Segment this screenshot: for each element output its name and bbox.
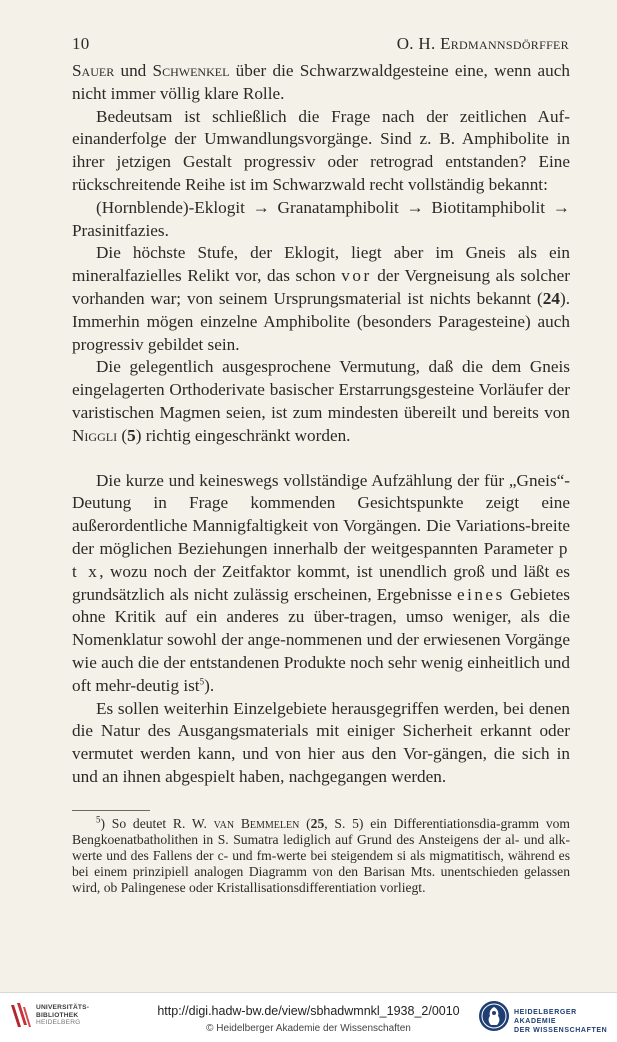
academy-seal-icon[interactable] <box>478 1000 510 1032</box>
reference-5: 5 <box>127 425 136 445</box>
footnote <box>72 816 570 896</box>
viewer-footer <box>0 992 617 1042</box>
author-van-bemmelen: van Bemmelen <box>213 816 300 831</box>
author-sauer: Sauer <box>72 61 115 80</box>
paragraph-3-series: (Hornblende)-Eklogit → Granatamphibolit → Biotitamphibolit → Prasinitfazies. <box>72 197 570 240</box>
emphasis-ptx: p t x <box>72 538 570 581</box>
section-gap <box>72 448 570 470</box>
permalink-url[interactable]: http://digi.hadw-bw.de/view/sbhadwmnkl_1938_2/0010 <box>157 1004 460 1018</box>
copyright-notice: © Heidelberger Akademie der Wissenschaften <box>206 1023 411 1034</box>
paragraph-2: Bedeutsam ist schließlich die Frage nach der zeitlichen Auf-einanderfolge der Umwandlungsvorgänge. Sind z. B. Amphibolite in ihrer jetzigen Gestalt progressiv oder retrograd entstanden? Eine rückschreitende Reihe ist im Schwarzwald recht vollständig bekannt: <box>72 106 570 194</box>
footnote-5: $^5$) So deutet R. W. van Bemmelen (25, S. 5) ein Differentiationsdia-gramm vom Bengkoenatbatholithen in S. Sumatra lediglich auf Grund des Ansteigens der al- und alk-werte und des Fallens der c- und fm-werte bei steigendem si als migmatitisch, während es bei einem prinzipiell analogen Diagramm von den Barisan Mts. unentschieden gelassen wird, ob Palingenese oder Kristallisationsdifferentiation vorliegt. <box>72 814 571 895</box>
paragraph-6: Die kurze und keineswegs vollständige Aufzählung der für „Gneis“-Deutung in Frage kommenden Gesichtspunkte zeigt eine außerordentliche Mannigfaltigkeit von Vorgängen. Die Variations-breite der möglichen Beziehungen innerhalb der weitgespannten Parameter p t x, wozu noch der Zeitfaktor kommt, ist unendlich groß und läßt es grundsätzlich als nicht zulässig erscheinen, Ergebnisse eines Gebietes ohne Kritik auf ein anderes zu über-tragen, umso weniger, als die Nomenklatur sowohl der ange-nommenen und der erwiesenen Vorgänge wie auch die der entstandenen Produkte noch sehr wenig einheitlich und oft mehr-deutig ist$^5$). <box>72 470 570 695</box>
university-library-name[interactable]: UNIVERSITÄTS- BIBLIOTHEK HEIDELBERG <box>36 1004 90 1027</box>
page-header <box>72 34 569 56</box>
body-text <box>72 60 570 789</box>
author-niggli: Niggli <box>72 425 118 445</box>
running-head: O. H. Erdmannsdörffer <box>396 34 569 53</box>
reference-25: 25 <box>310 816 325 831</box>
author-schwenkel: Schwenkel <box>152 61 230 80</box>
footnote-rule <box>72 810 150 811</box>
page-number: 10 <box>72 34 90 53</box>
paragraph-4: Die höchste Stufe, der Eklogit, liegt aber im Gneis als ein mineralfazielles Relikt vor, das schon vor der Vergneisung als solcher vorhanden war; von seinem Ursprungsmaterial ist nichts bekannt (24). Immerhin mögen einzelne Amphibolite (besonders Paragesteine) auch progressiv gebildet sein. <box>72 243 571 354</box>
paragraph-5: Die gelegentlich ausgesprochene Vermutung, daß die dem Gneis eingelagerten Orthoderivate basischer Erstarrungsgesteine Vorläufer der varistischen Magmen seien, ist zum mindesten übereilt und bereits von Niggli (5) richtig eingeschränkt worden. <box>72 357 570 445</box>
emphasis-eines: eines <box>456 584 505 604</box>
emphasis-vor: vor <box>341 266 372 286</box>
reference-24: 24 <box>542 288 560 308</box>
paragraph-7: Es sollen weiterhin Einzelgebiete herausgegriffen werden, bei denen die Natur des Ausgangsmaterials mit einiger Sicherheit erkannt oder vermutet werden kann, und von hier aus den Vor-gängen, die sich in und an ihnen abgespielt haben, nachgegangen werden. <box>72 698 570 786</box>
footnote-marker: 5 <box>199 675 205 686</box>
paragraph-1: Sauer und Schwenkel über die Schwarzwaldgesteine eine, wenn auch nicht immer völlig klare Rolle. <box>72 61 570 103</box>
footnote-mark: 5 <box>96 814 101 825</box>
academy-name[interactable]: HEIDELBERGER AKADEMIE DER WISSENSCHAFTEN <box>514 1009 608 1034</box>
